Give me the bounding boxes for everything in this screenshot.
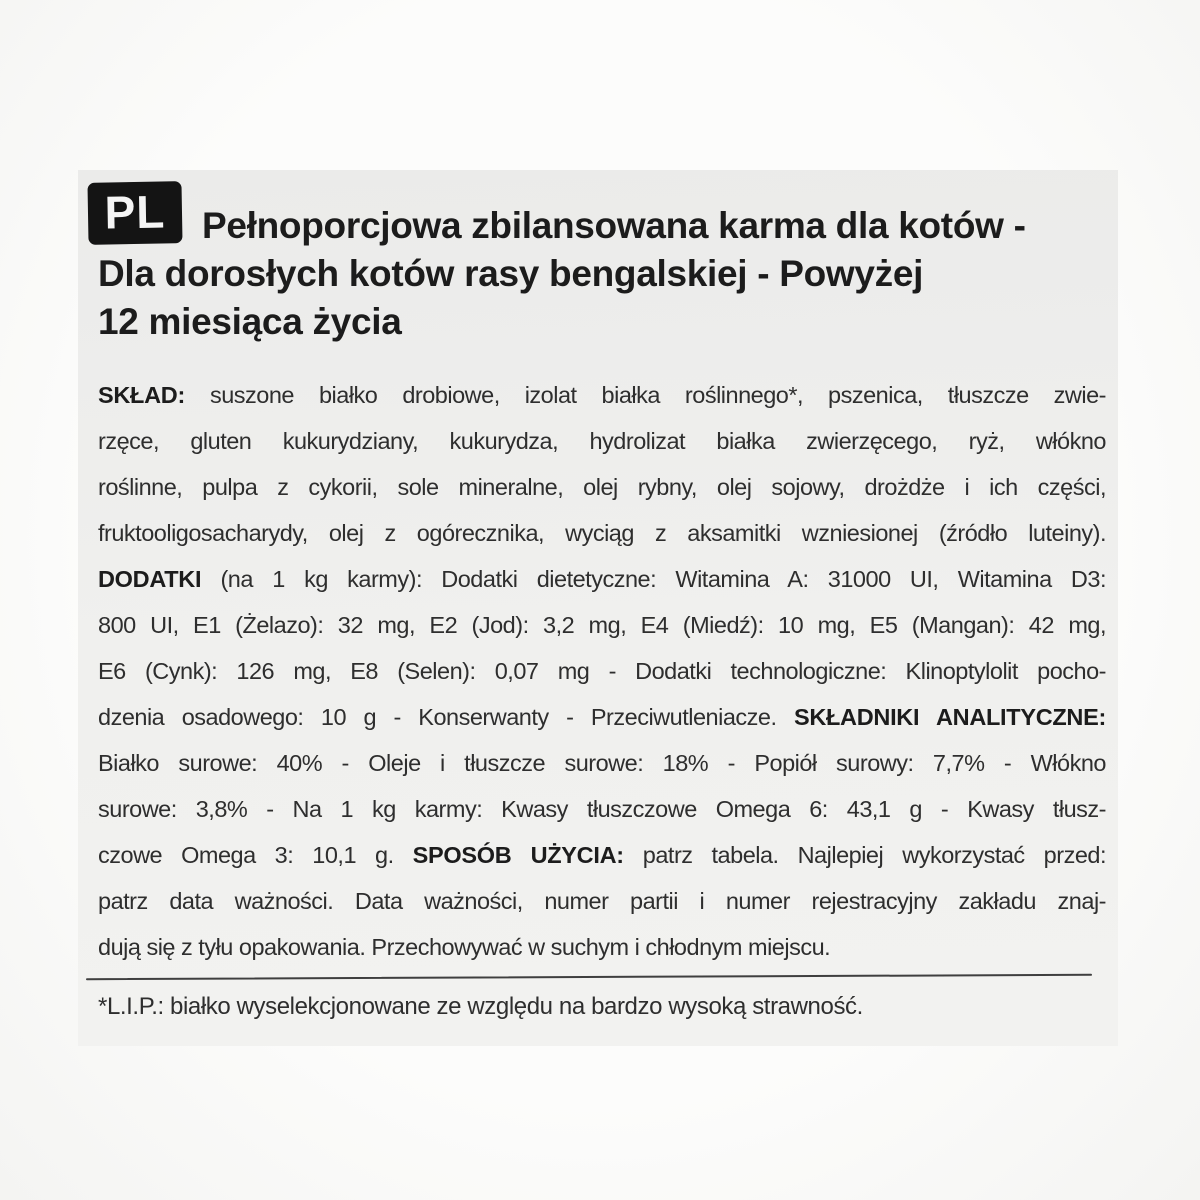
text-segment: 800 UI, E1 (Żelazo): 32 mg, E2 (Jod): 3,2 mg, E4 (Miedź): 10 mg, E5 (Mangan): 42 mg, <box>98 612 1106 638</box>
body-line <box>98 786 1106 832</box>
text-segment: SKŁADNIKI ANALITYCZNE: <box>793 704 1106 730</box>
text-segment: surowe: 3,8% - Na 1 kg karmy: Kwasy tłuszczowe Omega 6: 43,1 g - Kwasy tłusz- <box>98 796 1106 822</box>
text-segment: E6 (Cynk): 126 mg, E8 (Selen): 0,07 mg - Dodatki technologiczne: Klinoptylolit pocho- <box>98 658 1106 684</box>
body-line <box>98 464 1106 510</box>
body-line <box>98 510 1106 556</box>
text-segment: suszone białko drobiowe, izolat białka roślinnego*, pszenica, tłuszcze zwie- <box>184 382 1106 408</box>
text-segment: dują się z tyłu opakowania. Przechowywać w suchym i chłodnym miejscu. <box>98 934 831 960</box>
text-segment: fruktooligosacharydy, olej z ogórecznika, wyciąg z aksamitki wzniesionej (źródło luteiny). <box>98 520 1106 546</box>
text-segment: DODATKI <box>98 566 202 592</box>
body-line <box>98 740 1106 786</box>
lip-footnote: *L.I.P.: białko wyselekcjonowane ze względu na bardzo wysoką strawność. <box>98 993 863 1020</box>
text-segment: rzęce, gluten kukurydziany, kukurydza, hydrolizat białka zwierzęcego, ryż, włókno <box>98 428 1106 454</box>
ingredients-text <box>98 372 1106 970</box>
language-badge <box>87 181 182 245</box>
text-segment: SPOSÓB UŻYCIA: <box>412 842 624 868</box>
body-line <box>98 648 1106 694</box>
text-segment: roślinne, pulpa z cykorii, sole mineralne, olej rybny, olej sojowy, drożdże i ich części, <box>98 474 1106 500</box>
body-line <box>98 832 1106 878</box>
body-line <box>98 372 1106 418</box>
body-line <box>98 602 1106 648</box>
text-segment: (na 1 kg karmy): Dodatki dietetyczne: Witamina A: 31000 UI, Witamina D3: <box>201 566 1106 592</box>
text-segment: czowe Omega 3: 10,1 g. <box>98 842 413 868</box>
text-segment: dzenia osadowego: 10 g - Konserwanty - Przeciwutleniacze. <box>98 704 794 730</box>
text-segment: patrz tabela. Najlepiej wykorzystać przed: <box>623 842 1106 868</box>
text-segment: SKŁAD: <box>98 382 185 408</box>
title-line: Pełnoporcjowa zbilansowana karma dla kotów - <box>202 205 1026 246</box>
text-segment: Białko surowe: 40% - Oleje i tłuszcze surowe: 18% - Popiół surowy: 7,7% - Włókno <box>98 750 1106 776</box>
body-line <box>98 418 1106 464</box>
divider-line <box>86 974 1092 980</box>
body-line <box>98 924 1106 970</box>
body-line <box>98 556 1106 602</box>
label-panel <box>78 170 1118 1046</box>
text-segment: patrz data ważności. Data ważności, numer partii i numer rejestracyjny zakładu znaj- <box>98 888 1106 914</box>
title-line: Dla dorosłych kotów rasy bengalskiej - Powyżej <box>98 253 924 294</box>
body-line <box>98 694 1106 740</box>
language-badge-text: PL <box>104 185 166 239</box>
title-line: 12 miesiąca życia <box>98 301 402 342</box>
body-line <box>98 878 1106 924</box>
product-title <box>98 202 1104 346</box>
